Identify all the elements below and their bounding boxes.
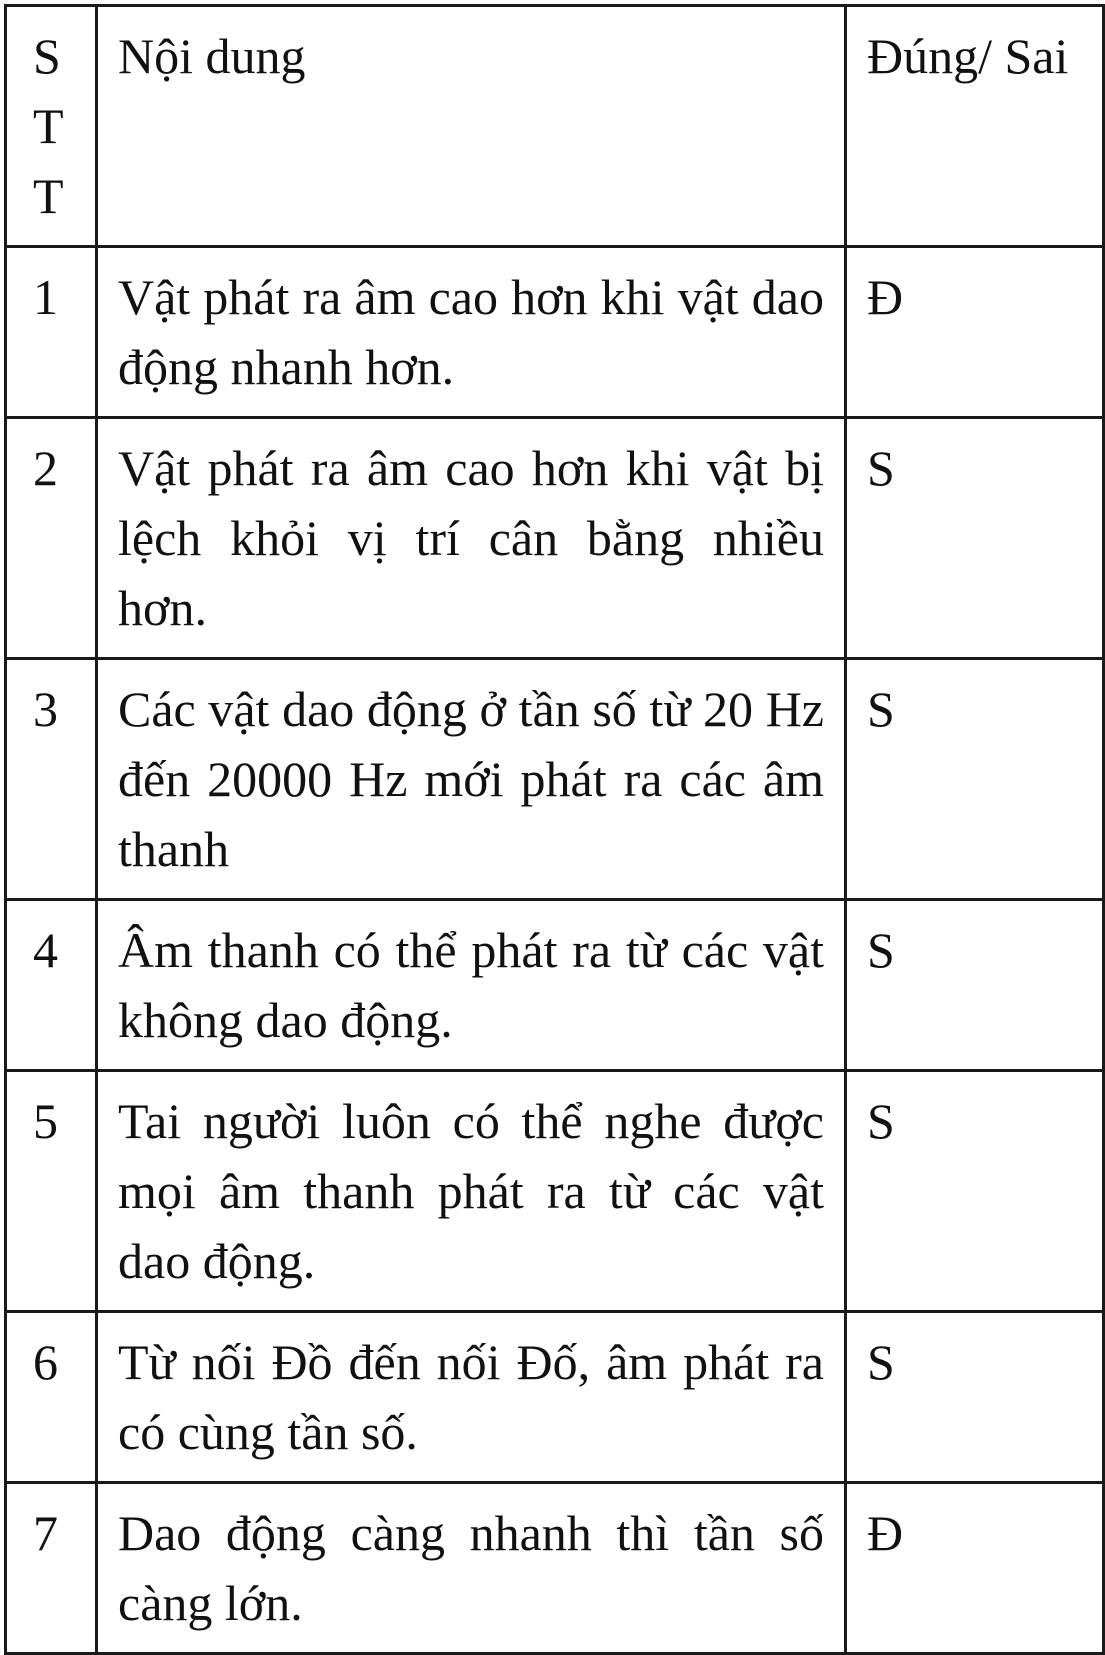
row-statement: Tai người luôn có thể nghe được mọi âm thanh phát ra từ các vật dao động. bbox=[97, 1071, 846, 1312]
header-answer: Đúng/ Sai bbox=[867, 28, 1069, 84]
header-content-cell bbox=[97, 6, 846, 247]
row-answer: Đ bbox=[846, 247, 1104, 418]
header-stt-cell bbox=[6, 6, 97, 247]
row-answer: S bbox=[846, 900, 1104, 1071]
table-header-row bbox=[6, 6, 1104, 247]
row-answer: S bbox=[846, 1071, 1104, 1312]
row-answer: Đ bbox=[846, 1483, 1104, 1654]
row-answer: S bbox=[846, 1312, 1104, 1483]
row-number: 4 bbox=[6, 900, 97, 1071]
row-statement: Âm thanh có thể phát ra từ các vật không dao động. bbox=[97, 900, 846, 1071]
row-number: 5 bbox=[6, 1071, 97, 1312]
true-false-table bbox=[4, 4, 1105, 1655]
row-statement: Từ nối Đồ đến nối Đố, âm phát ra có cùng tần số. bbox=[97, 1312, 846, 1483]
table-row bbox=[6, 1483, 1104, 1654]
row-statement: Các vật dao động ở tần số từ 20 Hz đến 20000 Hz mới phát ra các âm thanh bbox=[97, 659, 846, 900]
table-row bbox=[6, 659, 1104, 900]
table-row bbox=[6, 247, 1104, 418]
row-statement: Dao động càng nhanh thì tần số càng lớn. bbox=[97, 1483, 846, 1654]
header-stt: STT bbox=[33, 28, 64, 224]
row-statement: Vật phát ra âm cao hơn khi vật dao động nhanh hơn. bbox=[97, 247, 846, 418]
row-answer: S bbox=[846, 418, 1104, 659]
table-row bbox=[6, 1071, 1104, 1312]
row-statement: Vật phát ra âm cao hơn khi vật bị lệch khỏi vị trí cân bằng nhiều hơn. bbox=[97, 418, 846, 659]
header-content: Nội dung bbox=[118, 28, 306, 84]
row-number: 3 bbox=[6, 659, 97, 900]
row-answer: S bbox=[846, 659, 1104, 900]
row-number: 7 bbox=[6, 1483, 97, 1654]
table-row bbox=[6, 900, 1104, 1071]
row-number: 1 bbox=[6, 247, 97, 418]
table-row bbox=[6, 418, 1104, 659]
row-number: 2 bbox=[6, 418, 97, 659]
header-answer-cell bbox=[846, 6, 1104, 247]
row-number: 6 bbox=[6, 1312, 97, 1483]
table-row bbox=[6, 1312, 1104, 1483]
